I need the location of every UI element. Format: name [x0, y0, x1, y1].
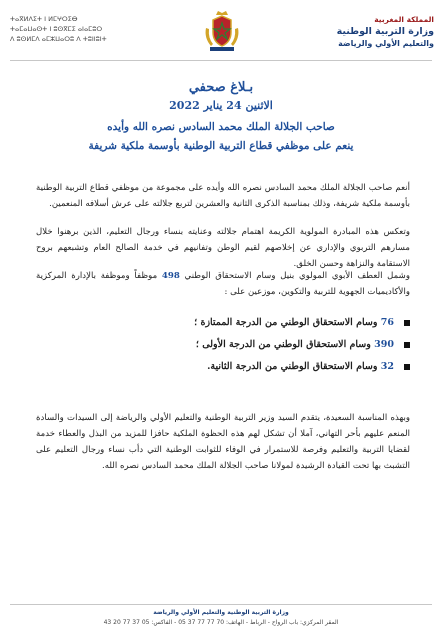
paragraph-3-start: وشمل العطف الأبوي المولوي بنيل وسام الاستحقاق الوطني [184, 271, 410, 281]
footer-address: المقر المركزي: باب الرواح - الرباط - الهاتف: 70 77 77 37 05 - الفاكس: 05 37 77 20 43 [103, 619, 339, 626]
document-type: بـلاغ صحفي [188, 80, 254, 95]
bullet-icon [404, 364, 410, 370]
list-item [36, 312, 410, 334]
headline-line-1: صاحب الجلالة الملك محمد السادس نصره الله وأيده [107, 121, 335, 133]
letterhead [0, 10, 442, 60]
medal-label: وسام الاستحقاق الوطني من الدرجة الممتازة ؛ [194, 317, 378, 328]
kingdom-name: المملكة المغربية [374, 15, 434, 24]
list-item [36, 356, 410, 378]
paragraph-1: أنعم صاحب الجلالة الملك محمد السادس نصره الله وأيده على مجموعة من موظفي قطاع التربية الوطنية بأوسمة ملكية شريفة، وذلك بمناسبة الذكرى الثانية والعشرين لتربع جلالته على عرش أسلافه المنعمين. [36, 183, 410, 209]
bullet-icon [404, 342, 410, 348]
paragraph-3-end: موظفاً وموظفة بالإدارة المركزية والأكاديميات الجهوية للتربية والتكوين، موزعين على : [36, 271, 410, 297]
footer-ministry: وزارة التربية الوطنية والتعليم الأولي والرياضة [153, 609, 289, 616]
document-date: الاثنين 24 يناير 2022 [169, 99, 273, 112]
paragraph-2: وتعكس هذه المبادرة المولوية الكريمة اهتمام جلالته وعنايته بنساء ورجال التعليم، الذين برهنوا خلال مسارهم التربوي والإداري عن إخلاصهم لقيم الوطن وتفانيهم في خدمة الصالح العام وتشبعهم بروح الاستقامة والنزاهة وحسن الخلق. [36, 227, 410, 269]
coat-of-arms-icon [200, 10, 244, 54]
amazigh-line-1: ⵜⴰⴳⵍⴷⵉⵜ ⵏ ⵍⵎⵖⵔⵉⴱ [10, 15, 78, 23]
headline-line-2: ينعم على موظفي قطاع التربية الوطنية بأوسمة ملكية شريفة [88, 140, 354, 152]
header-divider [10, 60, 432, 61]
paragraph-3 [36, 268, 410, 300]
medal-list [36, 312, 410, 378]
letterhead-arabic [294, 14, 434, 50]
medal-count: 390 [374, 339, 394, 350]
footer [0, 608, 442, 628]
amazigh-line-2: ⵜⴰⵎⴰⵡⴰⵙⵜ ⵏ ⵓⵙⴳⵎⵉ ⴰⵏⴰⵎⵓⵔ [10, 25, 103, 33]
medal-count: 32 [380, 361, 394, 372]
footer-divider [10, 604, 432, 605]
medal-count: 76 [380, 317, 394, 328]
medal-label: وسام الاستحقاق الوطني من الدرجة الثانية. [207, 361, 378, 372]
list-item [36, 334, 410, 356]
medal-label: وسام الاستحقاق الوطني من الدرجة الأولى ؛ [195, 339, 371, 350]
letterhead-amazigh [10, 14, 140, 44]
ministry-subtitle: والتعليم الأولي والرياضة [338, 39, 434, 48]
bullet-icon [404, 320, 410, 326]
total-recipients: 498 [161, 271, 180, 281]
ministry-name: وزارة التربية الوطنية [336, 26, 434, 37]
paragraph-4: وبهذه المناسبة السعيدة، يتقدم السيد وزير التربية الوطنية والتعليم الأولي والرياضة إلى السيدات والسادة المنعم عليهم بأحر التهاني، آملا أن تشكل لهم هذه الحظوة الملكية حافزا للمزيد من البذل والعطاء خدمة لقضايا التربية والتعليم وفرصة للاستمرار في الوفاء للثوابت الوطنية التي دأب نساء ورجال التعليم على التشبث بها تحت القيادة الرشيدة لمولانا صاحب الجلالة الملك محمد السادس نصره الله. [36, 413, 410, 471]
amazigh-line-3: ⴷ ⵓⵙⵍⵎⴷ ⴰⵎⵣⵡⴰⵔⵓ ⴷ ⵜⵓⵏⵏⵓⵏⵜ [10, 35, 107, 43]
